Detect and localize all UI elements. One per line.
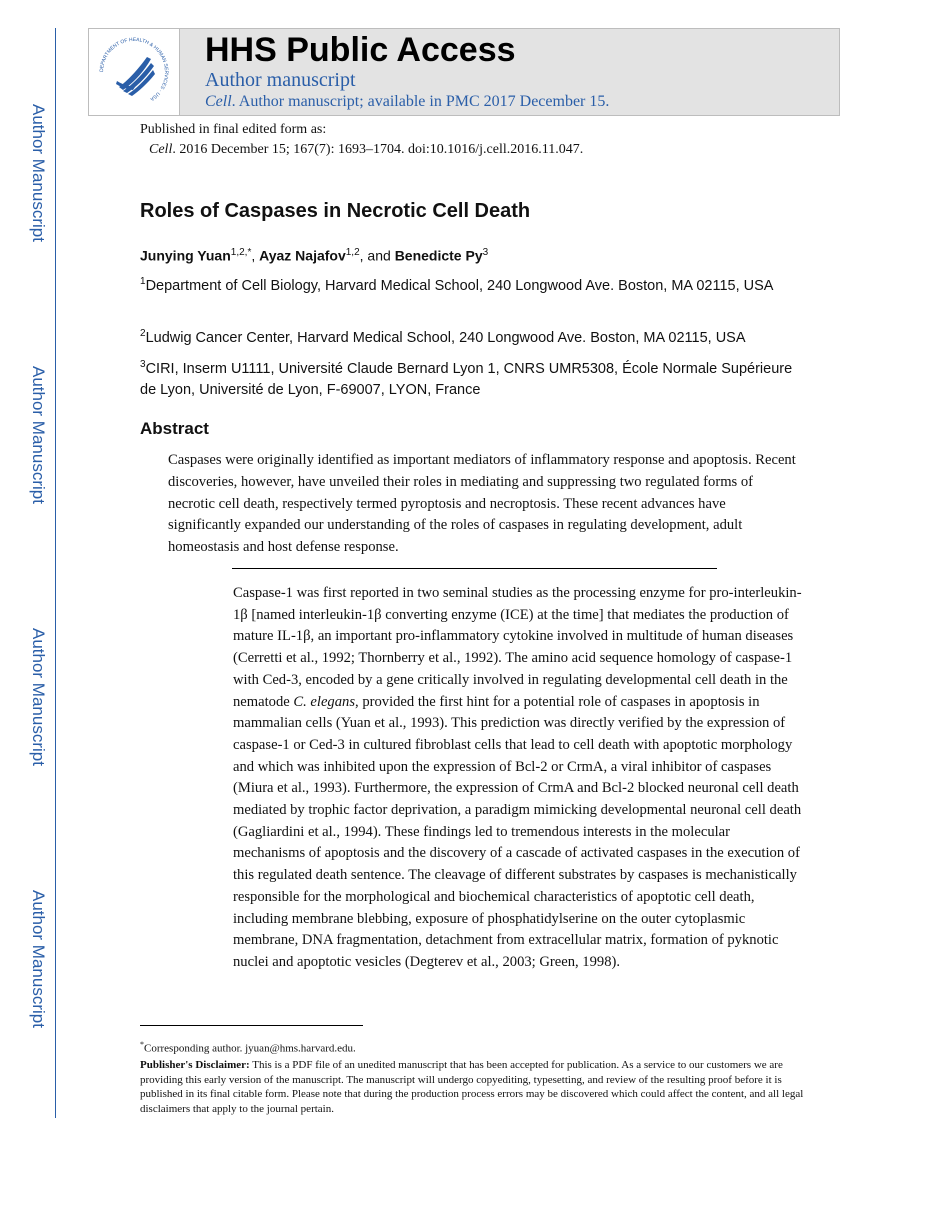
margin-rule bbox=[55, 28, 56, 1118]
citation: Cell. 2016 December 15; 167(7): 1693–1704. doi:10.1016/j.cell.2016.11.047. bbox=[149, 142, 584, 157]
affiliation-2: $^2$Ludwig Cancer Center, Harvard Medical School, 240 Longwood Ave. Boston, MA 02115, USA bbox=[140, 328, 746, 346]
affiliation-1: $^1$Department of Cell Biology, Harvard Medical School, 240 Longwood Ave. Boston, MA 02115, USA bbox=[140, 276, 774, 294]
hhs-logo bbox=[89, 29, 180, 115]
body-paragraph: Caspase-1 was first reported in two seminal studies as the processing enzyme for pro-interleukin-1β [named interleukin-1β converting enzyme (ICE) at the time] that mediates the production of mature IL-1β, an important pro-inflammatory cytokine involved in multitude of human diseases (Cerretti et al., 1992; Thornberry et al., 1992). The amino acid sequence homology of caspase-1 with Ced-3, encoded by a gene critically involved in regulating developmental cell death in the nematode C. elegans, provided the first hint for a potential role of caspases in apoptosis in mammalian cells (Yuan et al., 1993). This prediction was directly verified by the expression of caspase-1 or Ced-3 in cultured fibroblast cells that lead to cell death with apoptotic morphology and which was inhibited upon the expression of Bcl-2 or CrmA, a viral inhibitor of caspases (Miura et al., 1993). Furthermore, the expression of CrmA and Bcl-2 blocked neuronal cell death mediated by trophic factor deprivation, a paradigm mimicking developmental neuronal cell death (Gagliardini et al., 1994). These findings led to tremendous interests in the molecular mechanisms of apoptosis and the discovery of a cascade of activated caspases in the execution of this regulated death sentence. The cleavage of different substrates by caspases is mechanistically responsible for the morphological and biochemical characteristics of apoptotic cell death, including membrane blebbing, exposure of phosphatidylserine on the outer cytoplasmic membrane, DNA fragmentation, detachment from extracellular matrix, formation of pyknotic nuclei and apoptotic vesicles (Degterev et al., 2003; Green, 1998). bbox=[233, 585, 802, 970]
author-name: Benedicte Py bbox=[394, 247, 483, 264]
author-name: Ayaz Najafov bbox=[259, 247, 346, 264]
corresponding-author-note: *Corresponding author. jyuan@hms.harvard.edu. bbox=[140, 1040, 356, 1055]
published-label: Published in final edited form as: bbox=[140, 122, 327, 137]
abstract-text: Caspases were originally identified as important mediators of inflammatory response and apoptosis. Recent discoveries, however, have unveiled their roles in mediating and suppressing two regulated forms of necrotic cell death, respectively termed pyroptosis and necroptosis. These recent advances have significantly expanded our understanding of the roles of caspases in regulating development, adult homeostasis and host defense response. bbox=[168, 452, 796, 556]
hhs-header bbox=[88, 28, 840, 116]
publisher-disclaimer: Publisher's Disclaimer: This is a PDF file of an unedited manuscript that has been accepted for publication. As a service to our customers we are providing this early version of the manuscript. The manuscript will undergo copyediting, typesetting, and review of the resulting proof before it is published in its final citable form. Please note that during the production process errors may be discovered which could affect the content, and all legal disclaimers that apply to the journal pertain. bbox=[140, 1059, 804, 1116]
author-manuscript-label: Author manuscript bbox=[205, 69, 356, 91]
author-name: Junying Yuan bbox=[140, 247, 231, 264]
hhs-title: HHS Public Access bbox=[205, 31, 516, 69]
abstract-heading: Abstract bbox=[140, 419, 209, 438]
svg-text:DEPARTMENT OF HEALTH & HUMAN S: DEPARTMENT OF HEALTH & HUMAN SERVICES · USA bbox=[98, 36, 170, 102]
paper-title: Roles of Caspases in Necrotic Cell Death bbox=[140, 200, 531, 222]
hhs-eagle-seal-icon bbox=[89, 29, 179, 115]
section-divider bbox=[232, 568, 717, 569]
affiliation-3: $^3$CIRI, Inserm U1111, Université Claude Bernard Lyon 1, CNRS UMR5308, École Normale Supérieure de Lyon, Université de Lyon, F-69007, LYON, France bbox=[140, 359, 793, 398]
availability-line: Cell. Author manuscript; available in PMC 2017 December 15. bbox=[205, 93, 610, 110]
author-list: Junying Yuan$^{1,2,*}$, Ayaz Najafov$^{1,2}$, and Benedicte Py$^3$ bbox=[140, 247, 489, 264]
footnote-divider bbox=[140, 1025, 363, 1026]
